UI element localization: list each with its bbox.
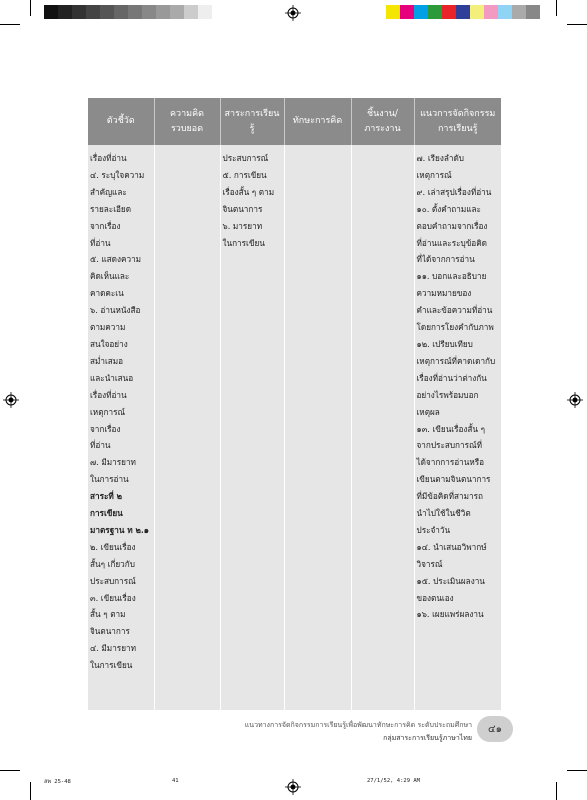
cell-line: ๖. อ่านหนังสือ	[90, 305, 141, 316]
registration-mark-icon	[3, 392, 19, 408]
cell-line: คำและข้อความที่อ่าน	[416, 305, 493, 316]
concept-cell	[154, 145, 220, 710]
cell-line: จินตนาการ	[90, 626, 130, 637]
crop-mark	[556, 782, 557, 800]
cell-line: สาระที่ ๒	[90, 491, 123, 502]
header-activity: แนวการจัดกิจกรรม การเรียนรู้	[414, 98, 501, 145]
cell-line: ๒. เขียนเรื่อง	[90, 541, 136, 552]
cell-line: ๑๒. เปรียบเทียบ	[416, 338, 473, 349]
crop-mark	[30, 0, 31, 16]
cell-line: โดยการโยงคำกับภาพ	[416, 322, 494, 333]
table-row	[88, 145, 501, 710]
cell-line: ๕. แสดงความ	[90, 254, 142, 265]
cell-line: จากเรื่อง	[90, 423, 121, 434]
cell-line: ๑๕. ประเมินผลงาน	[416, 575, 485, 586]
task-cell	[351, 145, 414, 710]
cell-line: ประสบการณ์	[90, 575, 136, 586]
cell-line: ๓. เขียนเรื่อง	[90, 592, 136, 603]
cell-line: และนำเสนอ	[90, 372, 134, 383]
cell-line: เหตุการณ์	[416, 169, 452, 180]
cell-line: คาดคะเน	[90, 288, 124, 299]
cell-line: ที่อ่าน	[90, 440, 111, 451]
header-learning-content: สาระการเรียนรู้	[220, 98, 284, 145]
cell-line: ๔. ระบุใจความ	[90, 169, 145, 180]
cell-line: คิดเห็นและ	[90, 271, 130, 282]
cell-line: เหตุผล	[416, 406, 440, 417]
cell-line: ประจำวัน	[416, 524, 451, 535]
cell-line: ๑๖. เผยแพร่ผลงาน	[416, 609, 484, 620]
cell-line: ๔. มีมารยาท	[90, 643, 136, 654]
cell-line: ที่ได้จากการอ่าน	[416, 254, 475, 265]
thinking-skill-cell	[284, 145, 351, 710]
cell-line: จากเรื่อง	[90, 220, 121, 231]
indicators-cell	[88, 145, 154, 710]
cell-line: เขียนตามจินตนาการ	[416, 474, 491, 485]
cell-line: สม่ำเสมอ	[90, 355, 124, 366]
curriculum-table	[88, 98, 501, 710]
slug-page: 41	[172, 778, 179, 784]
cell-line: มาตรฐาน ท ๒.๑	[90, 524, 149, 535]
cell-line: ๑๔. นำเสนอวิพากษ์	[416, 541, 487, 552]
learning-content-cell	[220, 145, 284, 710]
crop-mark	[0, 24, 20, 25]
cell-line: ที่มีข้อคิดที่สามารถ	[416, 491, 483, 502]
slug-file: ลพ 25-48	[44, 779, 71, 785]
cell-line: ความหมายของ	[416, 288, 472, 299]
cell-line: ตามความ	[90, 322, 126, 333]
cell-line: ที่อ่านและระบุข้อคิด	[416, 237, 488, 248]
cell-line: ๑๐. ตั้งคำถามและ	[416, 203, 481, 214]
slug-date: 27/1/52, 4:29 AM	[367, 778, 420, 784]
page-number-badge: ๔๑	[477, 716, 513, 742]
cell-line: เรื่องที่อ่าน	[90, 153, 127, 163]
cell-line: ในการเขียน	[90, 660, 133, 671]
cell-line: สั้น ๆ ตาม	[90, 609, 126, 620]
crop-mark	[30, 782, 31, 800]
color-bar	[386, 5, 540, 19]
cell-line: สนใจอย่าง	[90, 338, 128, 349]
cell-line: เหตุการณ์	[90, 406, 126, 417]
cell-line: เรื่องที่อ่านว่าต่างกัน	[416, 372, 487, 383]
cell-line: ๑๑. บอกและอธิบาย	[416, 271, 487, 282]
registration-mark-icon	[285, 5, 301, 21]
footer-book-title: แนวทางการจัดกิจกรรมการเรียนรู้เพื่อพัฒนาทักษะการคิด ระดับประถมศึกษา	[244, 721, 472, 729]
cell-line: ได้จากการอ่านหรือ	[416, 457, 485, 468]
cell-line: ที่อ่าน	[90, 237, 111, 248]
cell-line: เหตุการณ์ที่คาดเดากับ	[416, 355, 496, 366]
cell-line: เรื่องสั้น ๆ ตาม	[222, 186, 275, 197]
cell-line: เรื่องที่อ่าน	[90, 389, 127, 400]
cell-line: อย่างไรพร้อมบอก	[416, 389, 479, 400]
cell-line: รายละเอียด	[90, 203, 132, 214]
crop-mark	[556, 0, 557, 16]
footer-subject: กลุ่มสาระการเรียนรู้ภาษาไทย	[383, 734, 472, 742]
crop-mark	[567, 24, 587, 25]
cell-line: สำคัญและ	[90, 186, 127, 197]
registration-mark-icon	[285, 779, 301, 795]
cell-line: นำไปใช้ในชีวิต	[416, 508, 471, 519]
header-indicators: ตัวชี้วัด	[88, 98, 154, 145]
cell-line: ๗. เรียงลำดับ	[416, 153, 464, 163]
cell-line: จากประสบการณ์ที่	[416, 440, 482, 451]
cell-line: จินตนาการ	[222, 203, 263, 214]
grayscale-bar	[44, 5, 212, 19]
cell-line: ๕. การเขียน	[222, 169, 267, 180]
cell-line: ๗. มีมารยาท	[90, 457, 136, 468]
cell-line: วิจารณ์	[416, 558, 443, 569]
header-task: ชิ้นงาน/ ภาระงาน	[351, 98, 414, 145]
cell-line: ประสบการณ์	[222, 153, 269, 163]
registration-mark-icon	[567, 392, 583, 408]
cell-line: สั้นๆ เกี่ยวกับ	[90, 558, 135, 569]
header-concept: ความคิด รวบยอด	[154, 98, 220, 145]
table-header-row	[88, 98, 501, 145]
cell-line: ในการอ่าน	[90, 474, 129, 485]
cell-line: ๑๓. เขียนเรื่องสั้น ๆ	[416, 423, 485, 434]
cell-line: ของตนเอง	[416, 592, 454, 603]
cell-line: ในการเขียน	[222, 237, 265, 248]
crop-mark	[567, 770, 587, 771]
cell-line: ๙. เล่าสรุปเรื่องที่อ่าน	[416, 186, 492, 197]
header-thinking-skill: ทักษะการคิด	[284, 98, 351, 145]
activity-cell	[414, 145, 501, 710]
cell-line: ตอบคำถามจากเรื่อง	[416, 220, 488, 231]
cell-line: ๖. มารยาท	[222, 220, 263, 231]
crop-mark	[0, 770, 20, 771]
cell-line: การเขียน	[90, 508, 123, 519]
